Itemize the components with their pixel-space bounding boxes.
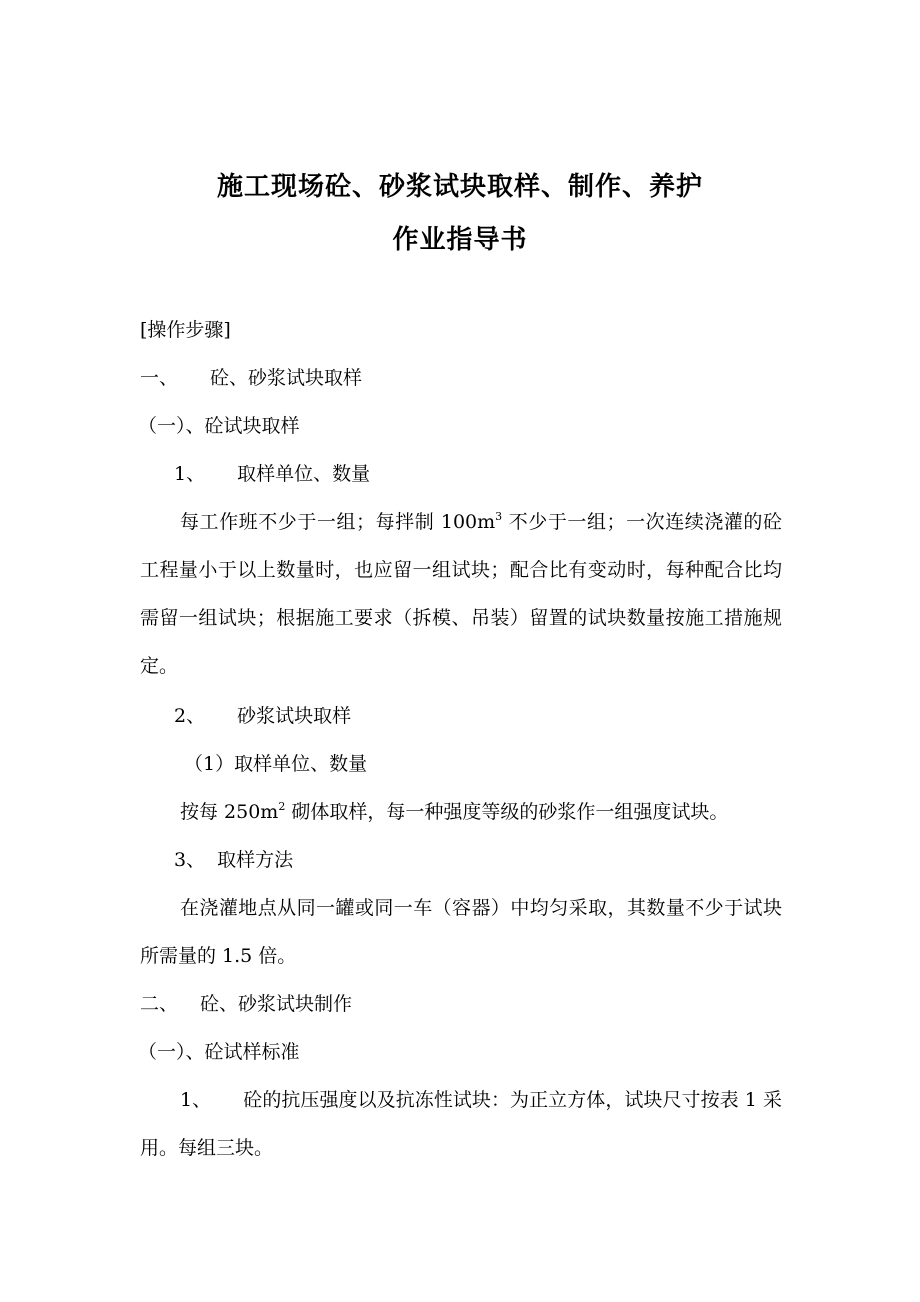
superscript: 2 (278, 800, 286, 813)
paragraph-mortar-quantity: 按每 $250m^2$ 砌体取样，每一种强度等级的砂浆作一组强度试块。 (180, 800, 729, 823)
heading-2-concrete-standard: （一）、砼试样标准 (138, 1041, 300, 1063)
heading-1-sampling (140, 366, 362, 390)
heading-text: 砼、砂浆试块取样 (210, 367, 363, 389)
item-number: 2、 (174, 705, 206, 727)
section-label: [操作步骤] (140, 319, 231, 341)
sub-item-1-sampling-unit: （1）取样单位、数量 (184, 753, 368, 775)
item-2-mortar-sampling (174, 704, 351, 728)
heading-text: 砼、砂浆试块制作 (200, 993, 353, 1015)
paragraph-concrete-quantity: 每工作班不少于一组；每拌制 $100m^3$ 不少于一组；一次连续浇灌的砼工程量小于以上数量时，也应留一组试块；配合比有变动时，每种配合比均需留一组试块；根据施工要求（拆模、吊装）留置的试块数量按施工措施规定。 (140, 510, 782, 677)
item-text: 取样方法 (217, 849, 294, 871)
heading-1-production (140, 992, 352, 1016)
item-number: 1、 (180, 1089, 212, 1111)
paragraph-sampling-method: 在浇灌地点从同一罐或同一车（容器）中均匀采取，其数量不少于试块所需量的 1.5 倍。 (140, 897, 782, 967)
item-text: 取样单位、数量 (237, 463, 371, 485)
document-title-line2: 作业指导书 (392, 225, 528, 255)
heading-number: 二、 (140, 993, 179, 1015)
item-text: 砂浆试块取样 (237, 705, 352, 727)
document-title-line1: 施工现场砼、砂浆试块取样、制作、养护 (216, 172, 703, 202)
heading-2-concrete-sampling: （一）、砼试块取样 (138, 415, 300, 437)
heading-number: 一、 (140, 367, 179, 389)
item-text: 砼的抗压强度以及抗冻性试块：为正立方体，试块尺寸按表 1 采用。每组三块。 (140, 1089, 782, 1159)
paragraph-compression-test (140, 1076, 782, 1172)
item-number: 3、 (174, 849, 206, 871)
item-3-sampling-method (174, 848, 293, 872)
superscript: 3 (495, 510, 503, 523)
item-1-sampling-unit (174, 462, 370, 486)
item-number: 1、 (174, 463, 206, 485)
